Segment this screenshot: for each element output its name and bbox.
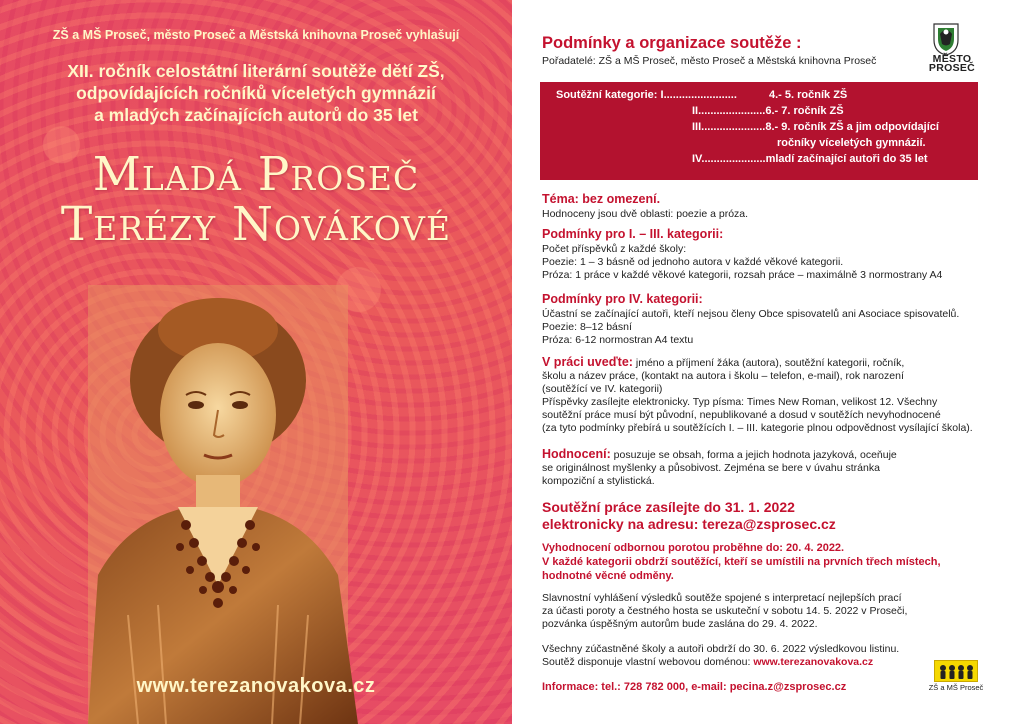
logo-text-line: MĚSTO [932,53,972,65]
eval-heading: Hodnocení: [542,447,611,461]
work-line: Příspěvky zasílejte elektronicky. Typ písma: Times New Roman, velikost 12. Všechny [542,396,938,408]
category-row: ročníky víceletých gymnázií. [777,137,926,149]
eval-first-line [542,448,1012,462]
work-text: jméno a příjmení žáka (autora), soutěžní kategorii, ročník, [632,357,905,369]
school-logo [928,660,984,692]
eval-line: kompoziční a stylistická. [542,475,655,487]
final-prefix: Soutěž disponuje vlastní webovou doménou: [542,656,754,668]
final-info [542,643,899,669]
cond-line: Poezie: 1 – 3 básně od jednoho autora v každé věkové kategorii. [542,256,844,268]
town-crest-icon [926,22,966,56]
work-section [542,356,1012,435]
work-line: soutěžní práce musí být původní, nepublikované a dosud v soutěžích nevyhodnocené [542,409,941,421]
conditions-heading: Podmínky a organizace soutěže : [542,34,802,52]
work-line: školu a název práce, (kontakt na autora i školu – telefon, e-mail), rok narození [542,370,904,382]
cond-line: Próza: 6-12 normostran A4 textu [542,334,694,346]
title-line: Terézy Novákové [60,197,452,252]
cond-line: Poezie: 8–12 básní [542,321,632,333]
category-row: IV.....................mladí začínající autoři do 35 let [692,153,928,165]
ceremony-line: Slavnostní vyhlášení výsledků soutěže spojené s interpretací nejlepších prací [542,592,902,604]
cond-line: Počet příspěvků z každé školy: [542,243,687,255]
website-link[interactable]: www.terezanovakova.cz [136,675,376,697]
results [542,541,941,583]
intro-text: ZŠ a MŠ Proseč, město Proseč a Městská knihovna Proseč vyhlašují [52,28,460,42]
category-row: II......................6.- 7. ročník ZŠ [692,105,844,117]
cond-4-heading: Podmínky pro IV. kategorii: [542,292,703,306]
contact-info: Informace: tel.: 728 782 000, e-mail: pecina.z@zsprosec.cz [542,681,847,693]
title-line: Mladá Proseč [92,147,420,202]
deadline-line: elektronicky na adresu: tereza@zsprosec.cz [542,516,836,532]
results-line: V každé kategorii obdrží soutěžící, kteří se umístili na prvních třech místech, [542,556,941,568]
theme-heading: Téma: bez omezení. [542,192,661,206]
cond-line: Próza: 1 práce v každé věkové kategorii, rozsah práce – maximálně 3 normostrany A4 [542,269,943,281]
work-line: (soutěžící ve IV. kategorii) [542,383,663,395]
final-line: Všechny zúčastněné školy a autoři obdrží do 30. 6. 2022 výsledkovou listinu. [542,643,900,655]
subtitle-line: a mladých začínajících autorů do 35 let [94,105,418,125]
town-logo [922,22,982,74]
ceremony [542,592,907,631]
ceremony-line: pozvánka úspěšným autorům bude zaslána do 29. 4. 2022. [542,618,818,630]
theme-text: Hodnoceny jsou dvě oblasti: poezie a próza. [542,208,749,220]
category-label: Soutěžní kategorie: I........................ [556,89,737,101]
eval-section [542,448,1012,488]
category-row: III.....................8.- 9. ročník ZŠ a jim odpovídající [692,121,939,133]
category-row: 4.- 5. ročník ZŠ [769,89,848,101]
final-line [542,656,899,669]
organizers-text: Pořadatelé: ZŠ a MŠ Proseč, město Proseč a Městská knihovna Proseč [542,55,877,67]
results-line: Vyhodnocení odbornou porotou proběhne do: 20. 4. 2022. [542,542,845,554]
cond-line: Účastní se začínající autoři, kteří nejsou členy Obce spisovatelů ani Asociace spisovatelů. [542,308,960,320]
domain-link[interactable]: www.terezanovakova.cz [753,656,874,668]
subtitle-line: odpovídajících ročníků víceletých gymnázií [76,83,436,103]
subtitle [0,60,512,126]
deadline-line: Soutěžní práce zasílejte do 31. 1. 2022 [542,499,795,515]
cond-4-text [542,308,1012,347]
poster-title [0,147,512,252]
work-line: (za tyto podmínky přebírá u soutěžících I. – III. kategorie plnou odpovědnost vysílající škola). [542,422,973,434]
work-first-line [542,356,1012,370]
portrait-image [68,285,368,724]
school-logo-text: ZŠ a MŠ Proseč [928,683,984,692]
poster-right-panel [512,0,1024,724]
results-line: hodnotné věcné odměny. [542,570,674,582]
eval-text: posuzuje se obsah, forma a jejich hodnota jazyková, oceňuje [610,449,897,461]
work-heading: V práci uveďte: [542,355,633,369]
eval-line: se originálnost myšlenky a působivost. Zejména se bere v úvahu stránka [542,462,880,474]
subtitle-line: XII. ročník celostátní literární soutěže dětí ZŠ, [67,61,445,81]
ceremony-line: za účasti poroty a čestného hosta se uskuteční v sobotu 14. 5. 2022 v Proseči, [542,605,908,617]
cond-1-3-text [542,243,1012,282]
school-logo-icon [934,660,978,682]
deadline [542,499,836,533]
cond-1-3-heading: Podmínky pro I. – III. kategorii: [542,227,724,241]
categories-box [540,82,978,180]
logo-text-line: PROSEČ [928,62,976,74]
